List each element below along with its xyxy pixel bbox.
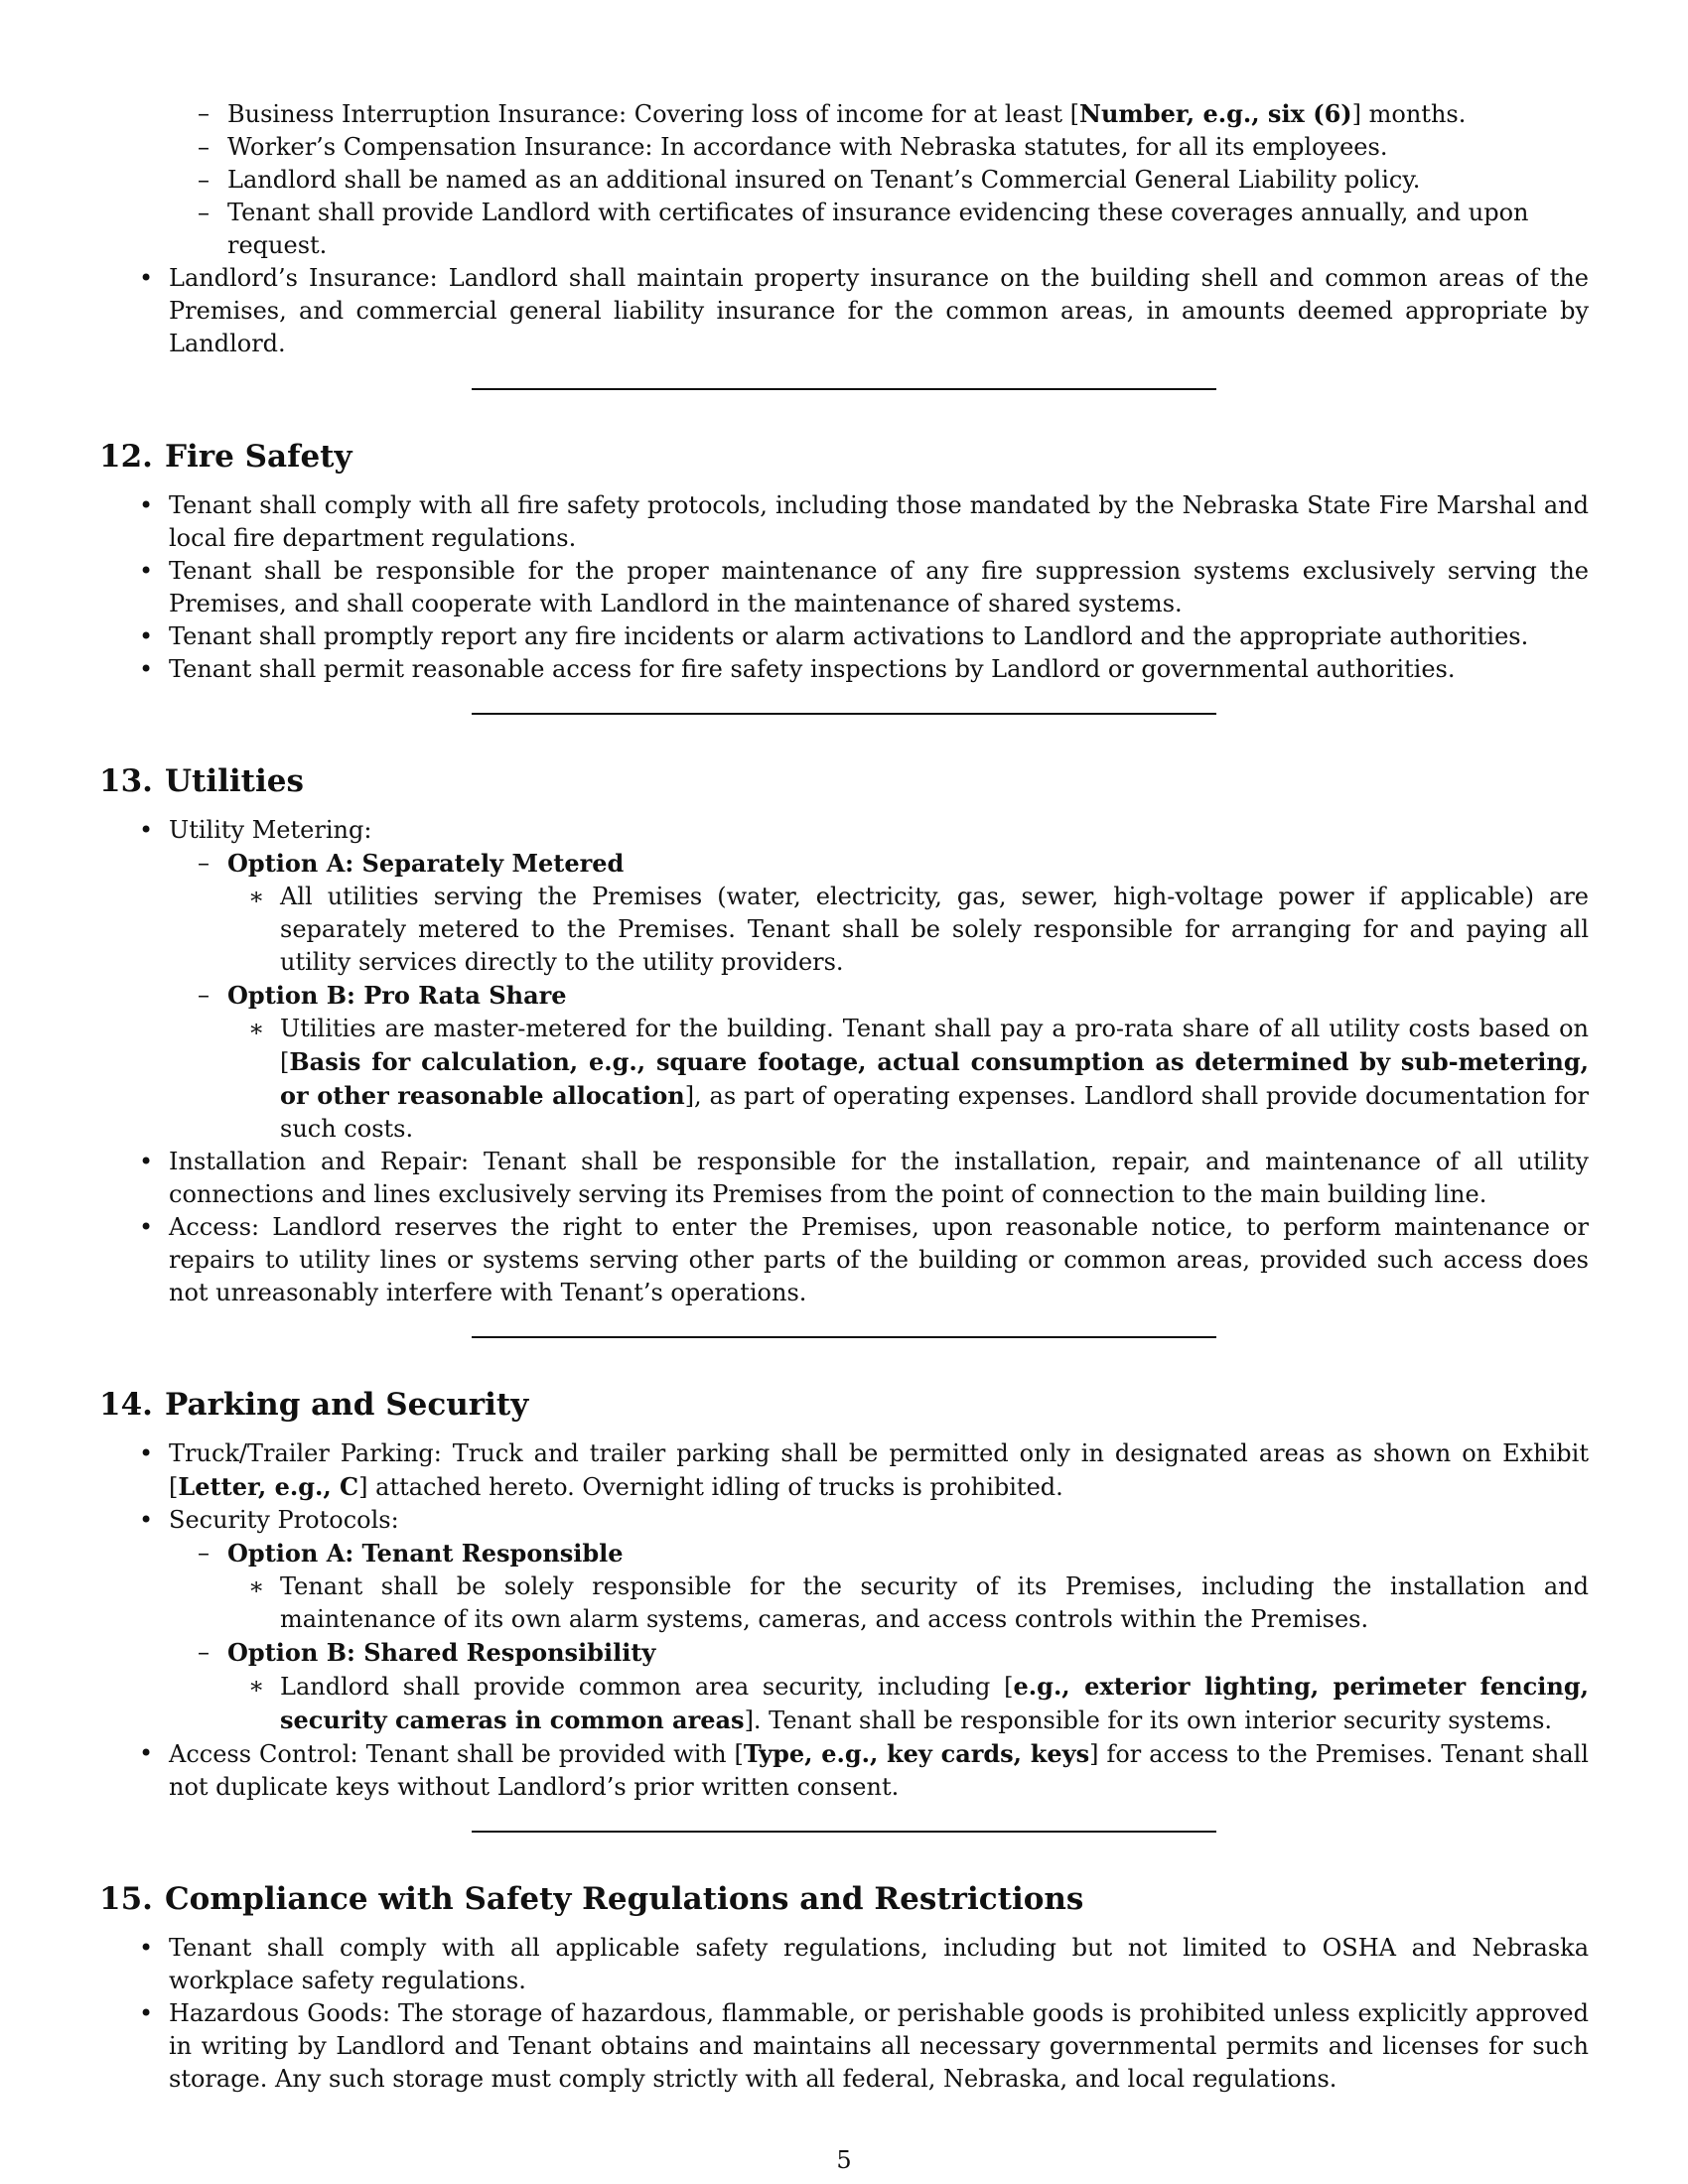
bullet: • (139, 557, 154, 585)
list-item: – Tenant shall provide Landlord with certificates of insurance evidencing these coverages annually, and upon request. (198, 199, 1529, 259)
dash-bullet: – (198, 981, 210, 1009)
list-item: • Installation and Repair: Tenant shall be responsible for the installation, repair, and maintenance of all utility connections and lines exclusively serving its Premises from the point of connection to the main building line. (139, 1148, 1589, 1208)
section-divider (472, 1336, 1216, 1338)
list-item: – Worker’s Compensation Insurance: In accordance with Nebraska statutes, for all its employees. (99, 131, 1589, 164)
bullet: • (139, 1506, 154, 1534)
section-divider (472, 713, 1216, 715)
list-item: ∗ All utilities serving the Premises (water, electricity, gas, sewer, high-voltage power if applicable) are separately metered to the Premises. Tenant shall be solely responsible for arranging for and paying all utility services directly to the utility providers. (248, 883, 1589, 976)
list-item: • Hazardous Goods: The storage of hazardous, flammable, or perishable goods is prohibited unless explicitly approved in writing by Landlord and Tenant obtains and maintains all necessary governmental permits and licenses for such storage. Any such storage must comply strictly with all federal, Nebraska, and local regulations. (139, 1999, 1589, 2093)
section-heading-parking-security: 14. Parking and Security (99, 1387, 529, 1423)
bullet: • (139, 264, 154, 292)
list-item: • Tenant shall be responsible for the proper maintenance of any fire suppression systems exclusively serving the Premises, and shall cooperate with Landlord in the maintenance of shared systems. (139, 557, 1589, 617)
list-item: • Tenant shall permit reasonable access for fire safety inspections by Landlord or governmental authorities. (99, 653, 1589, 686)
bullet: • (139, 1934, 154, 1962)
list-item: • Access: Landlord reserves the right to enter the Premises, upon reasonable notice, to perform maintenance or repairs to utility lines or systems serving other parts of the building or common areas, provided such access does not unreasonably interfere with Tenant’s operations. (139, 1213, 1589, 1306)
asterisk-bullet: ∗ (248, 883, 265, 910)
section-heading-compliance: 15. Compliance with Safety Regulations and Restrictions (99, 1881, 1084, 1917)
bullet: • (139, 1148, 154, 1175)
option-heading: – Option B: Shared Responsibility (198, 1638, 656, 1667)
list-item: ∗ Utilities are master-metered for the building. Tenant shall pay a pro-rata share of all utility costs based on [Basis for calculation, e.g., square footage, actual consumption as determined by sub-metering, or other reasonable allocation], as part of operating expenses. Landlord shall provide documentation for such costs. (248, 1015, 1589, 1143)
asterisk-bullet: ∗ (248, 1015, 265, 1042)
dash-bullet: – (198, 1638, 210, 1666)
list-item: – Business Interruption Insurance: Covering loss of income for at least [Number, e.g., six (6)] months. (198, 99, 1467, 128)
list-item: • Tenant shall promptly report any fire incidents or alarm activations to Landlord and the appropriate authorities. (99, 620, 1589, 653)
list-item: • Security Protocols: (99, 1504, 1589, 1537)
bullet: • (139, 622, 154, 650)
bullet: • (139, 1999, 154, 2027)
dash-bullet: – (198, 166, 210, 194)
section-divider (472, 388, 1216, 390)
section-divider (472, 1831, 1216, 1833)
option-heading: – Option B: Pro Rata Share (198, 981, 567, 1010)
section-heading-fire-safety: 12. Fire Safety (99, 439, 352, 475)
asterisk-bullet: ∗ (248, 1672, 265, 1700)
dash-bullet: – (198, 849, 210, 877)
dash-bullet: – (198, 1539, 210, 1567)
list-item: • Tenant shall comply with all fire safety protocols, including those mandated by the Nebraska State Fire Marshal and local fire department regulations. (139, 491, 1589, 552)
asterisk-bullet: ∗ (248, 1572, 265, 1600)
list-item: • Tenant shall comply with all applicable safety regulations, including but not limited to OSHA and Nebraska workplace safety regulations. (139, 1934, 1589, 1994)
bullet: • (139, 816, 154, 844)
bullet: • (139, 1213, 154, 1241)
page-content (99, 97, 1589, 2096)
bullet: • (139, 491, 154, 519)
list-item: • Utility Metering: (99, 814, 1589, 847)
list-item: • Access Control: Tenant shall be provided with [Type, e.g., key cards, keys] for access to the Premises. Tenant shall not duplicate keys without Landlord’s prior written consent. (139, 1739, 1589, 1801)
dash-bullet: – (198, 199, 210, 226)
bullet: • (139, 655, 154, 683)
dash-bullet: – (198, 133, 210, 161)
dash-bullet: – (198, 99, 210, 127)
option-heading: – Option A: Tenant Responsible (198, 1539, 624, 1568)
section-heading-utilities: 13. Utilities (99, 763, 304, 799)
list-item: ∗ Landlord shall provide common area security, including [e.g., exterior lighting, perimeter fencing, security cameras in common areas]. Tenant shall be responsible for its own interior security systems. (248, 1672, 1589, 1734)
list-item: • Landlord’s Insurance: Landlord shall maintain property insurance on the building shell and common areas of the Premises, and commercial general liability insurance for the common areas, in amounts deemed appropriate by Landlord. (139, 264, 1589, 357)
page-number: 5 (836, 2146, 852, 2174)
list-item: ∗ Tenant shall be solely responsible for the security of its Premises, including the installation and maintenance of its own alarm systems, cameras, and access controls within the Premises. (248, 1572, 1589, 1633)
bullet: • (139, 1739, 154, 1767)
option-heading: – Option A: Separately Metered (198, 849, 625, 878)
bullet: • (139, 1439, 154, 1467)
list-item: • Truck/Trailer Parking: Truck and trailer parking shall be permitted only in designated areas as shown on Exhibit [Letter, e.g., C] attached hereto. Overnight idling of trucks is prohibited. (139, 1439, 1589, 1501)
list-item: – Landlord shall be named as an additional insured on Tenant’s Commercial General Liability policy. (99, 164, 1589, 197)
